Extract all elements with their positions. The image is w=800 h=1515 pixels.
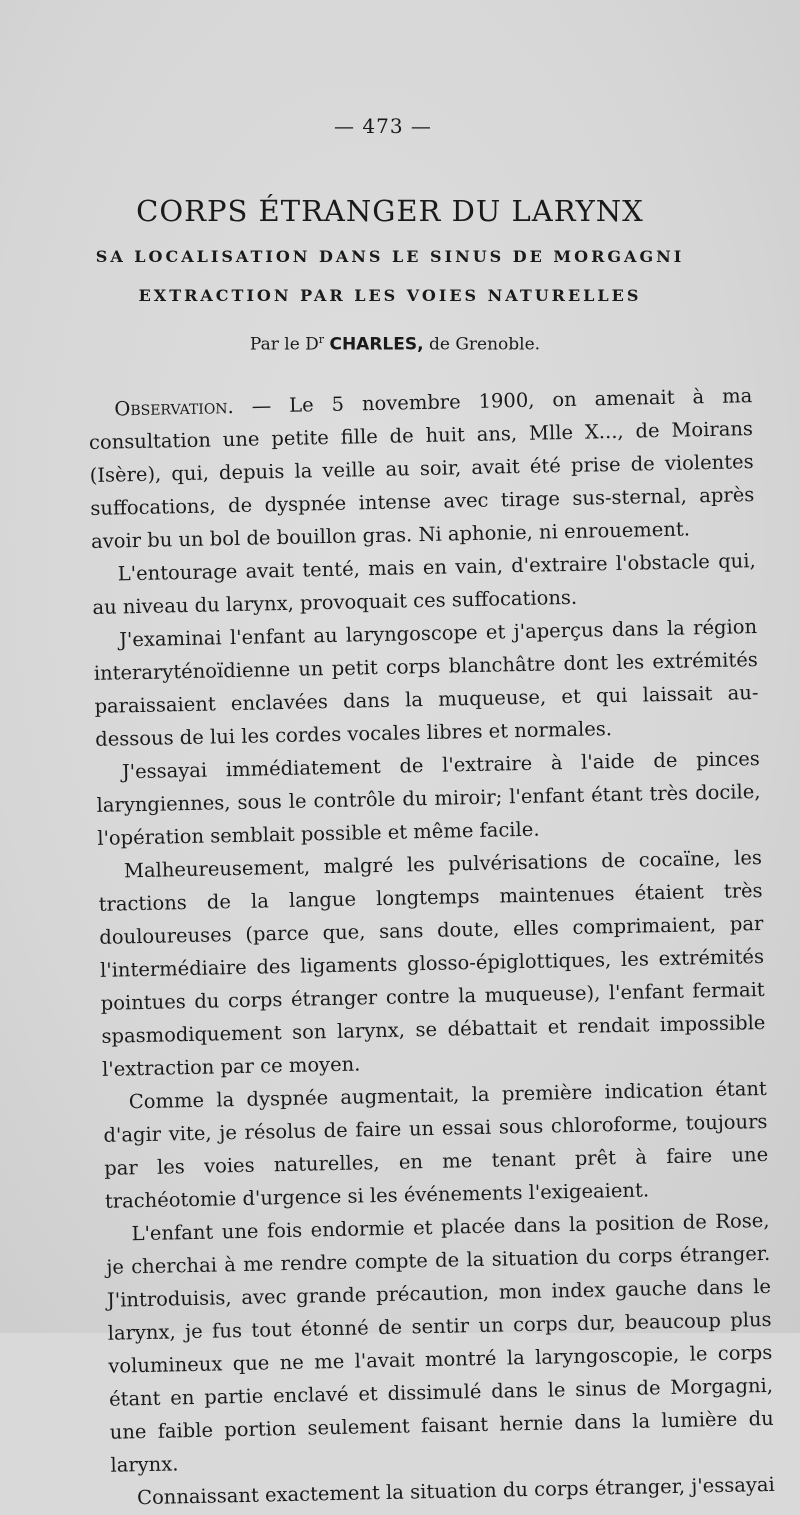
- paragraph: [88, 379, 755, 558]
- paragraph: J'examinai l'enfant au laryngoscope et j'aperçus dans la région interaryténoïdienne un petit corps blanchâtre dont les extrémités paraissaient enclavées dans la muqueuse, et qui laissait au-dessous de lui les cordes vocales libres et normales.: [93, 615, 759, 751]
- author-suffix: de Grenoble.: [423, 334, 541, 355]
- paragraph-text: — Le 5 novembre 1900, on amenait à ma consultation une petite fille de huit ans, Mlle X..., de Moirans (Isère), qui, depuis la veille au soir, avait été prise de violentes suffocations, de dyspnée intense avec tirage sus-sternal, après avoir bu un bol de bouillon gras. Ni aphonie, ni enrouement.: [88, 384, 755, 553]
- article-subtitle-2: EXTRACTION PAR LES VOIES NATURELLES: [138, 286, 642, 305]
- paragraph: Connaissant exactement la situation du corps étranger, j'essayai: [136, 1472, 775, 1510]
- paragraph: Malheureusement, malgré les pulvérisations de cocaïne, les tractions de la langue longtemps maintenues étaient très douloureuses (parce que, sans doute, elles comprimaient, par l'intermédiaire des ligaments glosso-épiglottiques, les extrémités pointues du corps étranger contre la muqueuse), l'enfant fermait spasmodiquement son larynx, se débattait et rendait impossible l'extraction par ce moyen.: [98, 845, 766, 1081]
- article-subtitle-1: SA LOCALISATION DANS LE SINUS DE MORGAGNI: [95, 247, 685, 266]
- paragraph: L'entourage avait tenté, mais en vain, d'extraire l'obstacle qui, au niveau du larynx, provoquait ces suffocations.: [92, 549, 756, 619]
- author-prefix-sup: r: [318, 333, 325, 346]
- author-name: CHARLES,: [329, 334, 424, 355]
- article-body: [88, 379, 775, 1515]
- author-prefix: Par le D: [249, 334, 319, 355]
- paragraph: Comme la dyspnée augmentait, la première indication étant d'agir vite, je résolus de faire un essai sous chloroforme, toujours par les voies naturelles, en me tenant prêt à faire une trachéotomie d'urgence si les événements l'exigeaient.: [103, 1076, 769, 1213]
- page-number: — 473 —: [334, 114, 432, 138]
- paragraph: L'enfant une fois endormie et placée dans la position de Rose, je cherchai à me rendre compte de la situation du corps étranger. J'introduisis, avec grande précaution, mon index gauche dans le larynx, je fus tout étonné de sentir un corps dur, beaucoup plus volumineux que ne me l'avait montré la laryngoscopie, le corps étant en partie enclavé et dissimulé dans le sinus de Morgagni, une faible portion seulement faisant hernie dans la lumière du larynx.: [106, 1208, 774, 1477]
- paragraph: J'essayai immédiatement de l'extraire à l'aide de pinces laryngiennes, sous le contrôle du miroir; l'enfant étant très docile, l'opération semblait possible et même facile.: [96, 747, 761, 850]
- article-title: CORPS ÉTRANGER DU LARYNX: [136, 194, 644, 228]
- observation-lead: Observation.: [114, 394, 234, 421]
- author-line: [0, 333, 790, 355]
